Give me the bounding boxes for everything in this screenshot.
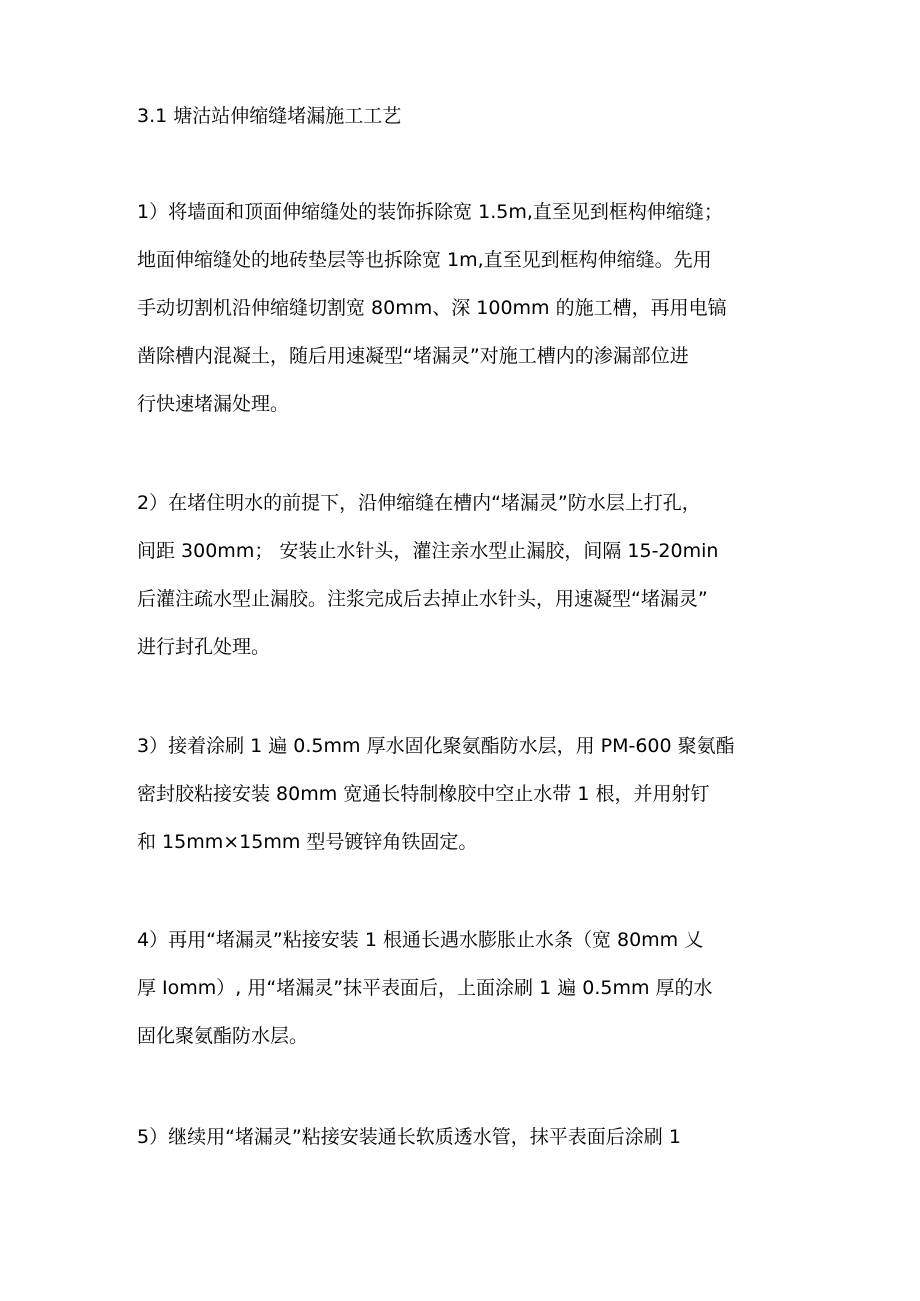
section-heading: 3.1 塘沽站伸缩缝堵漏施工工艺 bbox=[137, 105, 402, 127]
paragraph-line: 凿除槽内混凝土，随后用速凝型“堵漏灵”对施工槽内的渗漏部位进 bbox=[137, 345, 689, 367]
paragraph-line: 4）再用“堵漏灵”粘接安装 1 根通长遇水膨胀止水条（宽 80mm 乂 bbox=[137, 929, 704, 951]
paragraph-line: 密封胶粘接安装 80mm 宽通长特制橡胶中空止水带 1 根，并用射钉 bbox=[137, 783, 710, 805]
paragraph-line: 手动切割机沿伸缩缝切割宽 80mm、深 100mm 的施工槽，再用电镐 bbox=[137, 297, 727, 319]
paragraph-2 bbox=[137, 479, 817, 671]
paragraph-line: 后灌注疏水型止漏胶。注浆完成后去掉止水针头，用速凝型“堵漏灵” bbox=[137, 588, 708, 610]
paragraph-line: 2）在堵住明水的前提下，沿伸缩缝在槽内“堵漏灵”防水层上打孔， bbox=[137, 492, 701, 514]
paragraph-5 bbox=[137, 1113, 817, 1161]
paragraph-4 bbox=[137, 916, 817, 1060]
paragraph-line: 和 15mm×15mm 型号镀锌角铁固定。 bbox=[137, 831, 478, 853]
paragraph-line: 进行封孔处理。 bbox=[137, 636, 271, 658]
paragraph-1 bbox=[137, 188, 817, 428]
paragraph-line: 1）将墙面和顶面伸缩缝处的装饰拆除宽 1.5m,直至见到框构伸缩缝； bbox=[137, 201, 723, 223]
paragraph-line: 5）继续用“堵漏灵”粘接安装通长软质透水管，抹平表面后涂刷 1 bbox=[137, 1126, 681, 1148]
paragraph-line: 地面伸缩缝处的地砖垫层等也拆除宽 1m,直至见到框构伸缩缝。先用 bbox=[137, 249, 712, 271]
paragraph-line: 行快速堵漏处理。 bbox=[137, 393, 290, 415]
paragraph-line: 3）接着涂刷 1 遍 0.5mm 厚水固化聚氨酯防水层，用 PM-600 聚氨酯 bbox=[137, 735, 735, 757]
paragraph-line: 间距 300mm； 安装止水针头，灌注亲水型止漏胶，间隔 15-20min bbox=[137, 540, 719, 562]
paragraph-line: 厚 Iomm）, 用“堵漏灵”抹平表面后，上面涂刷 1 遍 0.5mm 厚的水 bbox=[137, 977, 713, 999]
paragraph-3 bbox=[137, 722, 817, 866]
paragraph-line: 固化聚氨酯防水层。 bbox=[137, 1025, 309, 1047]
